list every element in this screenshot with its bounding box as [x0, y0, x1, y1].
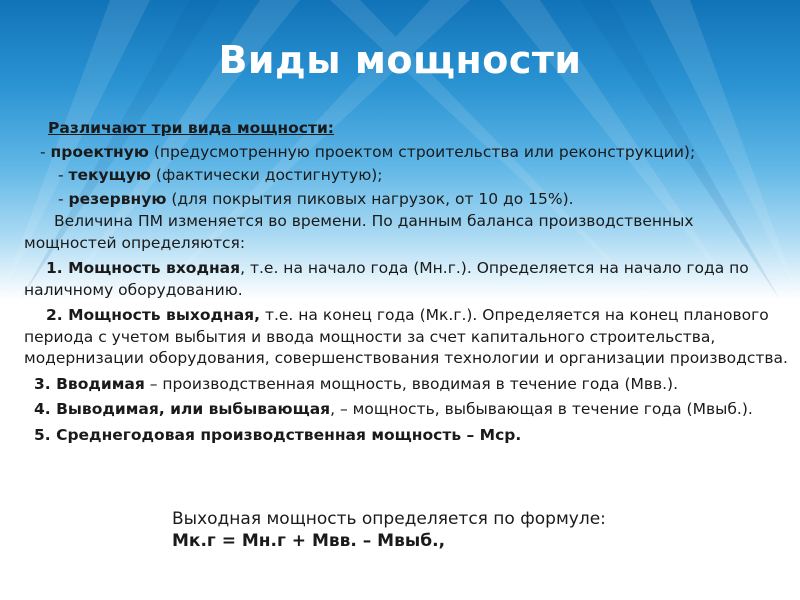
capacity-item: [24, 305, 790, 370]
capacity-name: 2. Мощность выходная,: [46, 306, 261, 324]
capacity-desc: , т.е. на начало года (Мн.г.). Определяется на начало года по наличному оборудованию.: [24, 259, 749, 299]
intro-line: [24, 118, 790, 140]
intro-text: Различают три вида мощности:: [48, 119, 335, 137]
capacity-desc: т.е. на конец года (Мк.г.). Определяется на конец планового периода с учетом выбытия и ввода мощности за счет капитального строительства, модернизации оборудования, совершенствования технологии и организации производства.: [24, 306, 788, 367]
formula-box: [172, 508, 612, 552]
capacity-item: [24, 399, 790, 421]
type-item: - резервную (для покрытия пиковых нагрузок, от 10 до 15%).: [58, 189, 574, 208]
capacity-desc: , – мощность, выбывающая в течение года (Мвыб.).: [330, 400, 753, 418]
type-desc: (для покрытия пиковых нагрузок, от 10 до 15%).: [166, 189, 574, 208]
capacity-item: [24, 425, 790, 447]
formula-intro: Выходная мощность определяется по формуле:: [172, 509, 606, 529]
capacity-desc: – производственная мощность, вводимая в течение года (Мвв.).: [144, 374, 679, 393]
type-item: - текущую (фактически достигнутую);: [58, 166, 383, 184]
capacity-item: [24, 258, 790, 301]
capacity-name: 4. Выводимая, или выбывающая: [34, 400, 331, 418]
type-item: - проектную (предусмотренную проектом строительства или реконструкции);: [40, 142, 696, 161]
type-name: текущую: [68, 166, 151, 184]
balance-paragraph: Величина ПМ изменяется во времени. По данным баланса производственных мощностей определяются:: [24, 212, 694, 252]
type-name: проектную: [50, 142, 149, 161]
capacity-name: 5. Среднегодовая производственная мощность – Мср.: [34, 425, 522, 444]
type-desc: (фактически достигнутую);: [150, 166, 383, 184]
capacity-name: 3. Вводимая: [34, 374, 145, 393]
formula: Мк.г = Мн.г + Мвв. – Мвыб.,: [172, 531, 446, 551]
slide-title: Виды мощности: [218, 38, 582, 82]
type-desc: (предусмотренную проектом строительства или реконструкции);: [148, 142, 696, 161]
type-name: резервную: [68, 189, 167, 208]
capacity-name: 1. Мощность входная: [46, 259, 241, 277]
slide-content: [24, 118, 790, 446]
capacity-item: [24, 374, 790, 396]
